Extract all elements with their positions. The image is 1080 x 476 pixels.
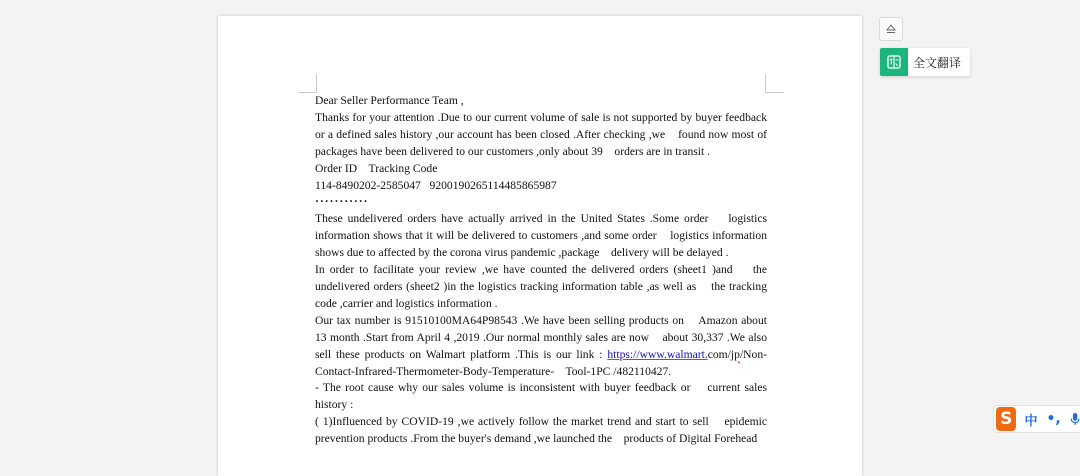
paragraph-4-text: Our tax number is 91510100MA64P98543 .We have been selling products on Amazon about 13 month .Start from April 4 ,2019 .Our normal monthly sales are now about 30,337 .We also sell these products on Walmart platform .This is our link : (315, 313, 770, 361)
document-page (218, 16, 862, 476)
link-continuation-c: /Non-Contact-Infrared-Thermometer-Body-Temperature- Tool-1PC /482110427. (315, 347, 767, 378)
order-table-header: Order ID Tracking Code (315, 161, 438, 175)
order-table-row: 114-8490202-2585047 9200190265114485865987 (315, 178, 557, 192)
walmart-link[interactable]: https://www.walmart. (607, 347, 708, 361)
full-text-translate-button[interactable] (880, 48, 970, 76)
link-continuation-a: com/ (707, 347, 731, 361)
ime-toolbar[interactable] (993, 405, 1080, 433)
paragraph-1: Thanks for your attention .Due to our current volume of sale is not supported by buyer feedback or a defined sales history ,our account has been closed .After checking ,we found now most of packages have been delivered to our customers ,only about 39 orders are in transit . (315, 110, 770, 158)
margin-corner-top-right (765, 74, 784, 93)
paragraph-6: ( 1)Influenced by COVID-19 ,we actively follow the market trend and start to sell epidemic prevention products .From the buyer's demand ,we launched the products of Digital Forehead (315, 415, 770, 446)
paragraph-2: These undelivered orders have actually arrived in the United States .Some order logistics information shows that it will be delivered to customers ,and some order logistics information shows due to affected by the corona virus pandemic ,package delivery will be delayed . (315, 212, 770, 260)
greeting-line: Dear Seller Performance Team , (315, 94, 464, 107)
margin-corner-top-left (298, 74, 317, 93)
microphone-icon[interactable] (1070, 411, 1080, 427)
paragraph-5: - The root cause why our sales volume is inconsistent with buyer feedback or current sales history : (315, 381, 770, 412)
ellipsis-dots: ··········· (315, 195, 369, 209)
collapse-button[interactable] (879, 17, 903, 41)
eject-icon (885, 23, 897, 35)
paragraph-3: In order to facilitate your review ,we have counted the delivered orders (sheet1 )and the undelivered orders (sheet2 )in the logistics tracking information table ,as well as the tracking code ,carrier and logistics information . (315, 263, 770, 310)
translate-icon (880, 48, 908, 76)
translate-label: 全文翻译 (913, 55, 962, 70)
document-body[interactable] (315, 93, 770, 448)
paragraph-4 (315, 313, 770, 381)
spellcheck-word: jp (730, 347, 740, 361)
sogou-logo-icon[interactable]: S (996, 407, 1016, 431)
ime-punctuation-toggle[interactable]: •, (1046, 411, 1061, 427)
ime-mode-toggle[interactable]: 中 (1024, 413, 1038, 429)
